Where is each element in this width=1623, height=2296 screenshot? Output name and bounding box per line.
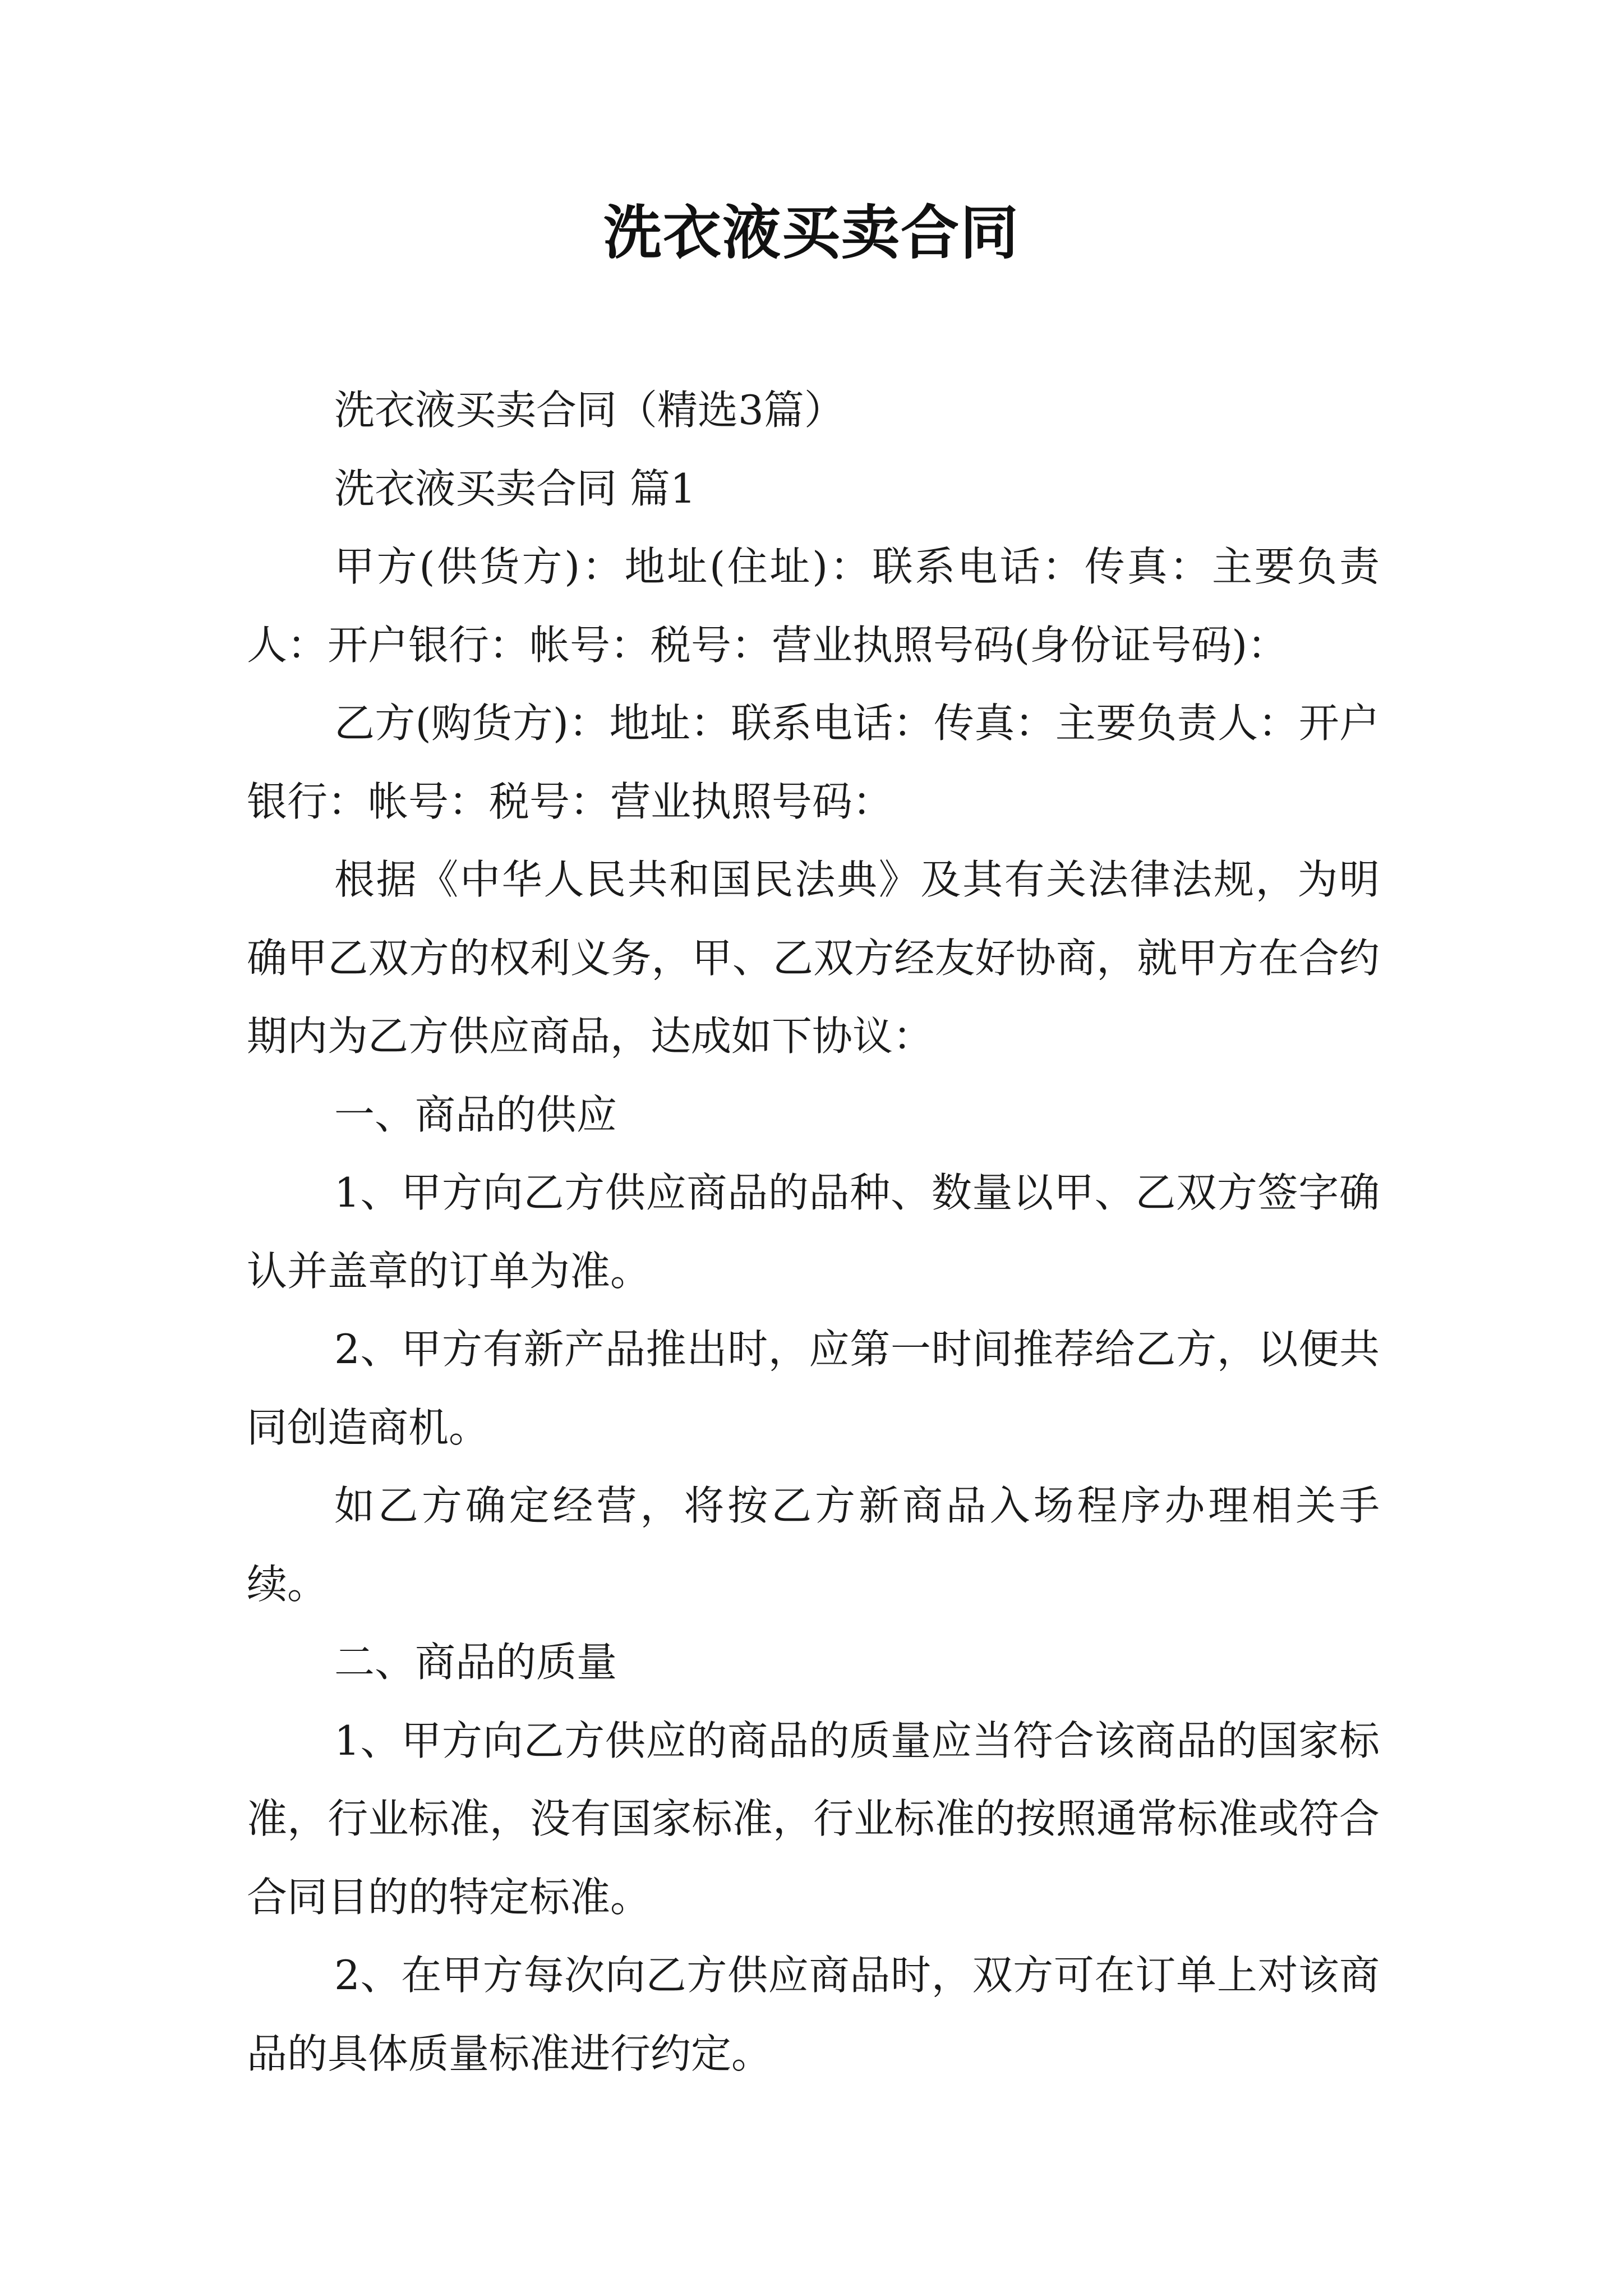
clause-supply-1: 1、甲方向乙方供应商品的品种、数量以甲、乙双方签字确认并盖章的订单为准。 xyxy=(247,1169,1380,1295)
clause-quality-2: 2、在甲方每次向乙方供应商品时，双方可在订单上对该商品的具体质量标准进行约定。 xyxy=(247,1952,1380,2077)
clause-supply-2: 2、甲方有新产品推出时，应第一时间推荐给乙方，以便共同创造商机。 xyxy=(247,1326,1380,1451)
paragraph-heading: 洗衣液买卖合同（精选3篇） xyxy=(334,386,845,434)
document-title: 洗衣液买卖合同 xyxy=(603,199,1020,267)
section-heading-quality: 二、商品的质量 xyxy=(334,1639,617,1686)
clause-quality-1: 1、甲方向乙方供应的商品的质量应当符合该商品的国家标准，行业标准，没有国家标准，行业标准的按照通常标准或符合合同目的的特定标准。 xyxy=(247,1717,1380,1921)
section-heading-supply: 一、商品的供应 xyxy=(334,1091,617,1138)
clause-supply-note: 如乙方确定经营，将按乙方新商品入场程序办理相关手续。 xyxy=(247,1482,1380,1608)
paragraph-chapter-title: 洗衣液买卖合同 篇1 xyxy=(334,464,696,512)
paragraph-party-a: 甲方(供货方)：地址(住址)：联系电话：传真：主要负责人：开户银行：帐号：税号：营业执照号码(身份证号码)： xyxy=(247,543,1380,669)
document-body xyxy=(247,371,1380,2093)
paragraph-party-b: 乙方(购货方)：地址：联系电话：传真：主要负责人：开户银行：帐号：税号：营业执照号码： xyxy=(247,700,1380,825)
paragraph-preamble: 根据《中华人民共和国民法典》及其有关法律法规，为明确甲乙双方的权利义务，甲、乙双方经友好协商，就甲方在合约期内为乙方供应商品，达成如下协议： xyxy=(247,856,1380,1060)
